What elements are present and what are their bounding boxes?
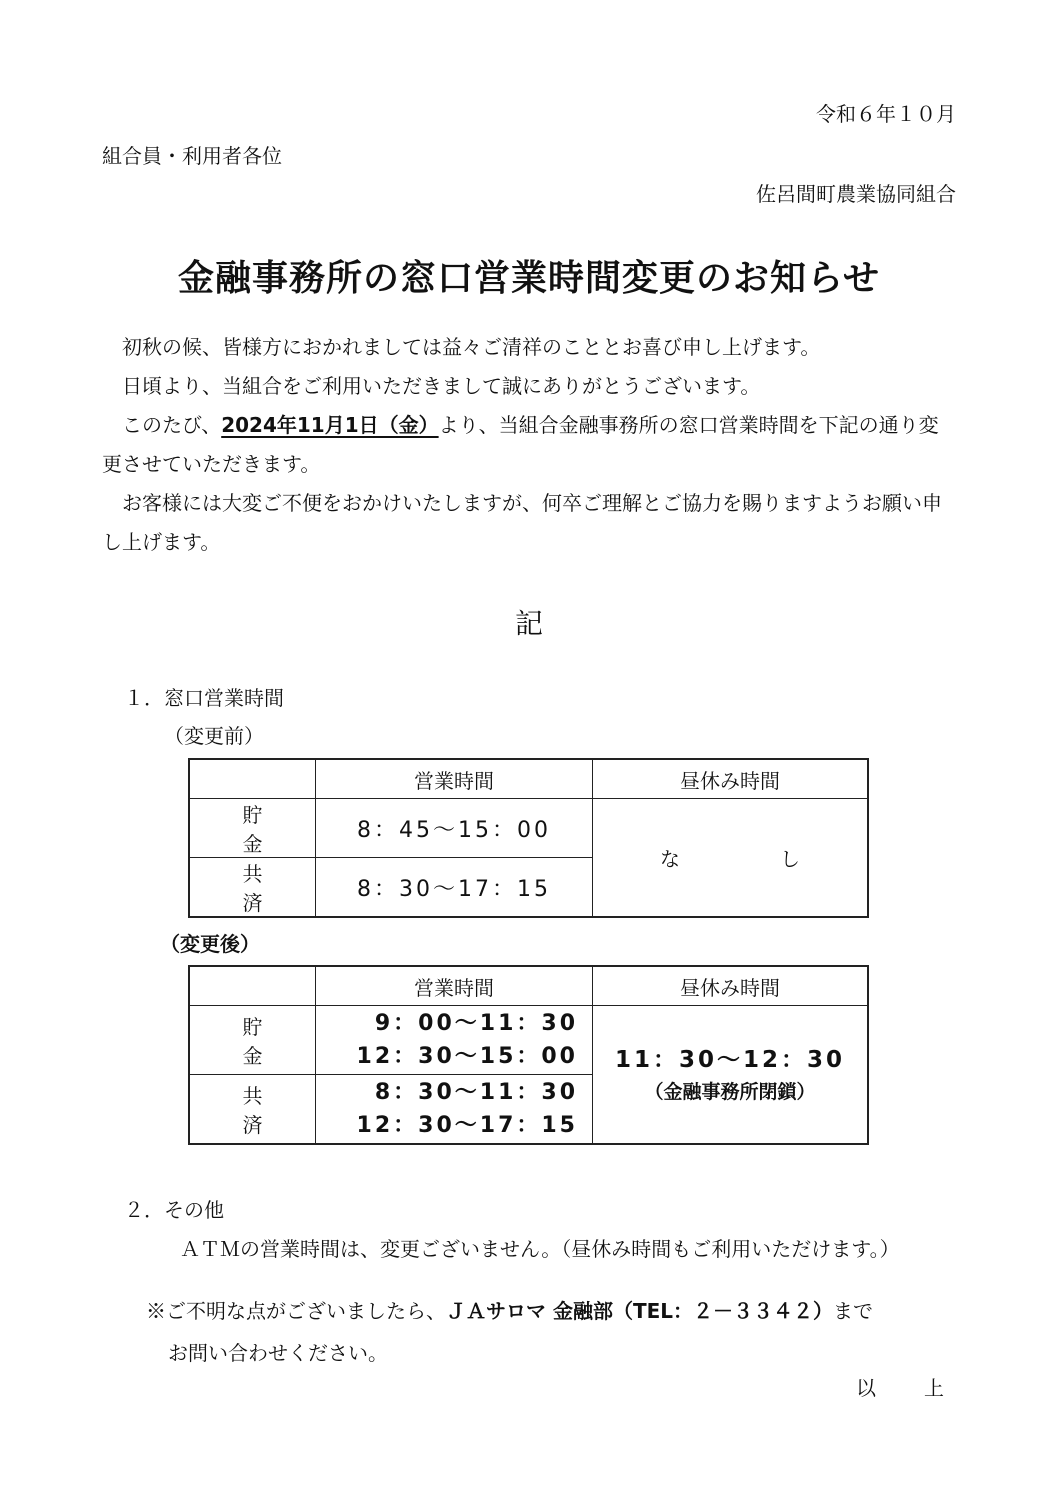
lunch-time-cell xyxy=(593,1006,869,1145)
header-business-hours: 営業時間 xyxy=(316,759,593,799)
atm-note: ＡＴＭの営業時間は、変更ございません。（昼休み時間もご利用いただけます。） xyxy=(180,1237,900,1261)
hours-mutual-aid: 8：30～17：15 xyxy=(316,858,593,918)
category-savings: 貯 金 xyxy=(189,799,316,858)
category-mutual-aid: 共 済 xyxy=(189,858,316,918)
header-empty xyxy=(189,966,316,1006)
header-business-hours: 営業時間 xyxy=(316,966,593,1006)
change-pre: このたび、 xyxy=(122,413,222,437)
document-title: 金融事務所の窓口営業時間変更のお知らせ xyxy=(178,257,880,299)
sender: 佐呂間町農業協同組合 xyxy=(756,182,956,206)
hours-savings-afternoon: 12：30～15：00 xyxy=(356,1044,578,1069)
contact-note xyxy=(146,1290,873,1374)
hours-mutual-aid-morning: 8：30～11：30 xyxy=(374,1080,578,1105)
section1-heading: １．窓口営業時間 xyxy=(124,686,284,710)
table-row xyxy=(189,799,868,858)
before-hours-table xyxy=(188,758,869,918)
ki-heading: 記 xyxy=(514,607,543,640)
paragraph-change xyxy=(102,406,958,484)
hours-mutual-aid-afternoon: 12：30～17：15 xyxy=(356,1113,578,1138)
category-savings: 貯 金 xyxy=(189,1006,316,1075)
paragraph-apology: お客様には大変ご不便をおかけいたしますが、何卒ご理解とご協力を賜りますようお願い申し上げます。 xyxy=(102,491,942,554)
hours-mutual-aid xyxy=(316,1075,593,1145)
body-text xyxy=(102,328,958,562)
hours-savings xyxy=(316,1006,593,1075)
lunch-note: （金融事務所閉鎖） xyxy=(644,1080,816,1103)
header-lunch-time: 昼休み時間 xyxy=(593,966,869,1006)
note-pre: ※ご不明な点がございましたら、 xyxy=(146,1299,446,1323)
hours-savings: 8：45～15：00 xyxy=(316,799,593,858)
lunch-time: 11：30～12：30 xyxy=(614,1046,846,1073)
table-row xyxy=(189,1006,868,1075)
after-label: （変更後） xyxy=(160,932,260,956)
recipient: 組合員・利用者各位 xyxy=(102,144,282,168)
effective-date: 2024年11月1日（金） xyxy=(221,413,439,437)
paragraph-thanks: 日頃より、当組合をご利用いただきまして誠にありがとうございます。 xyxy=(122,374,761,398)
hours-savings-morning: 9：00～11：30 xyxy=(374,1011,578,1036)
closing: 以 上 xyxy=(856,1376,958,1400)
header-lunch-time: 昼休み時間 xyxy=(593,759,869,799)
section2-heading: ２．その他 xyxy=(124,1198,224,1222)
contact-info: ＪＡサロマ 金融部（TEL：２－３３４２） xyxy=(446,1299,834,1323)
issue-date: 令和６年１０月 xyxy=(816,102,956,126)
note-line2: お問い合わせください。 xyxy=(168,1341,388,1365)
note-post: まで xyxy=(833,1299,874,1323)
header-empty xyxy=(189,759,316,799)
category-mutual-aid: 共 済 xyxy=(189,1075,316,1145)
before-label: （変更前） xyxy=(164,724,264,748)
after-hours-table xyxy=(188,965,869,1145)
change-post: より、当組合金融事務所の窓口営業時間を下記の通り変更させていただきます。 xyxy=(102,413,939,476)
paragraph-greeting: 初秋の候、皆様方におかれましては益々ご清祥のこととお喜び申し上げます。 xyxy=(122,335,821,359)
lunch-none: な し xyxy=(593,799,869,918)
